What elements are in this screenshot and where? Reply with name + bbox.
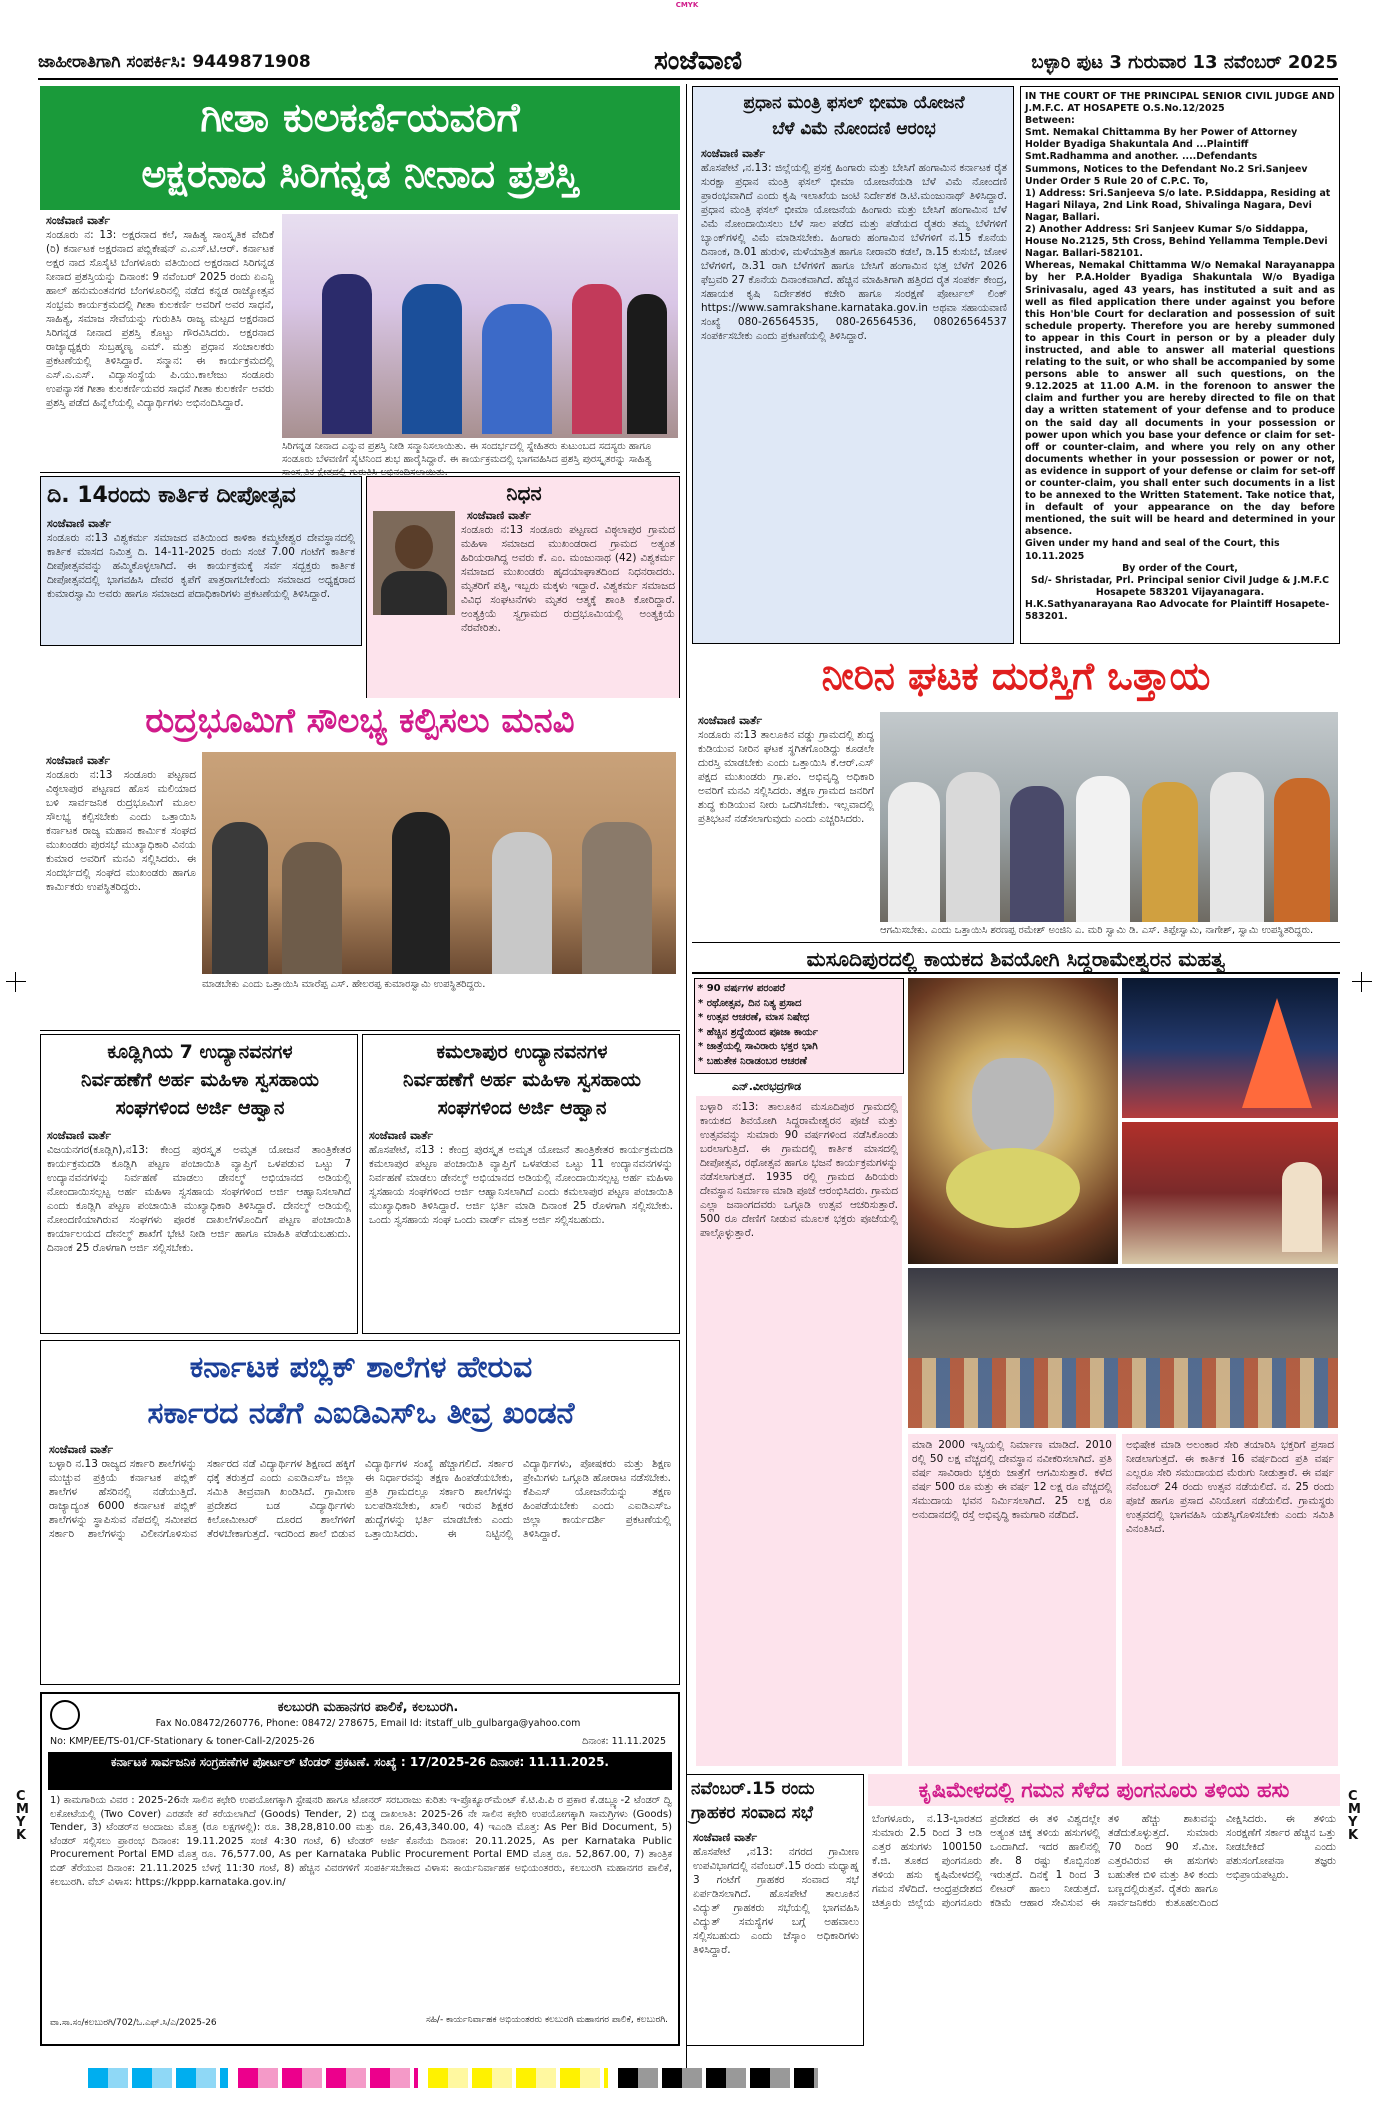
- article-deepotsava-dateline: ಸಂಜೆವಾಣಿ ವಾರ್ತೆ: [47, 517, 112, 530]
- article-kudligi-dateline: ಸಂಜೆವಾಣಿ ವಾರ್ತೆ: [47, 1129, 112, 1142]
- article-kamalapur-headline-2: ನಿರ್ವಹಣೆಗೆ ಅರ್ಹ ಮಹಿಳಾ ಸ್ವಸಹಾಯ: [403, 1069, 641, 1091]
- article-award-headline-1: ಗೀತಾ ಕುಲಕರ್ಣಿಯವರಿಗೆ: [200, 95, 520, 141]
- article-punganur-body: ಬೆಂಗಳೂರು, ನ.13-ಭಾರತದ ಸುಮಾರು 2.5 ರಿಂದ 3 ಅಡಿ ಎತ್ತರ ಹಸುಗಳು 100150 ಕೆ.ಜಿ. ತೂಕದ ಪುಂಗನೂರು ತಳಿಯ ಹಸು ಕೃಷಿಮೇಳದಲ್ಲಿ ಗಮನ ಸೆಳೆದಿದೆ. ಆಂಧ್ರಪ್ರದೇಶದ ಚಿತ್ತೂರು ಜಿಲ್ಲೆಯ ಪುಂಗನೂರು ಪ್ರದೇಶದ ಈ ತಳಿ ವಿಶ್ವದಲ್ಲೇ ಅತ್ಯಂತ ಚಿಕ್ಕ ತಳಿಯ ಹಸುಗಳಲ್ಲಿ ಒಂದಾಗಿದೆ. ಇದರ ಹಾಲಿನಲ್ಲಿ ಶೇ. 8 ರಷ್ಟು ಕೊಬ್ಬಿನಂಶ ಇರುತ್ತದೆ. ದಿನಕ್ಕೆ 1 ರಿಂದ 3 ಲೀಟರ್ ಹಾಲು ನೀಡುತ್ತದೆ. ಕಡಿಮೆ ಆಹಾರ ಸೇವಿಸುವ ಈ ತಳಿ ಹೆಚ್ಚು ಶಾಖವನ್ನು ತಡೆದುಕೊಳ್ಳುತ್ತದೆ. ಸುಮಾರು 70 ರಿಂದ 90 ಸೆ.ಮೀ. ಎತ್ತರವಿರುವ ಈ ಹಸುಗಳು ಬಹುತೇಕ ಬಿಳಿ ಮತ್ತು ತಿಳಿ ಕಂದು ಬಣ್ಣದಲ್ಲಿರುತ್ತವೆ. ರೈತರು ಹಾಗೂ ಸಾರ್ವಜನಿಕರು ಕುತೂಹಲದಿಂದ ವೀಕ್ಷಿಸಿದರು. ಈ ತಳಿಯ ಸಂರಕ್ಷಣೆಗೆ ಸರ್ಕಾರ ಹೆಚ್ಚಿನ ಒತ್ತು ನೀಡಬೇಕಿದೆ ಎಂದು ಪಶುಸಂಗೋಪನಾ ತಜ್ಞರು ಅಭಿಪ್ರಾಯಪಟ್ಟರು.: [872, 1813, 1336, 1909]
- cmyk-side-right-label: CMYK: [1348, 1789, 1361, 1843]
- reg-line: [6, 981, 26, 982]
- tender-emblem-icon: [50, 1700, 80, 1730]
- article-obituary-body: ಸಂಡೂರು ನ:13 ಸಂಡೂರು ಪಟ್ಟಣದ ವಿಠ್ಠಲಾಪುರ ಗ್ರಾಮದ ಮಹಿಳಾ ಸಮಾಜದ ಮುಖಂಡರಾದ ಗ್ರಾಮದ ಅತ್ಯಂತ ಹಿರಿಯರಾಗಿದ್ದ ಅವರು ಕೆ. ಎಂ. ಮಂಜುನಾಥ (42) ವಿಶ್ವಕರ್ಮ ಸಮಾಜದ ಮುಖಂಡರು ಹೃದಯಾಘಾತದಿಂದ ನಿಧನರಾದರು. ಮೃತರಿಗೆ ಪತ್ನಿ, ಇಬ್ಬರು ಮಕ್ಕಳು ಇದ್ದಾರೆ. ವಿಶ್ವಕರ್ಮ ಸಮಾಜದ ವಿವಿಧ ಸಂಘಟನೆಗಳು ಮೃತರ ಆತ್ಮಕ್ಕೆ ಶಾಂತಿ ಕೋರಿದ್ದಾರೆ. ಅಂತ್ಯಕ್ರಿಯೆ ಸ್ವಗ್ರಾಮದ ರುದ್ರಭೂಮಿಯಲ್ಲಿ ಅಂತ್ಯಕ್ರಿಯೆ ನೆರವೇರಿತು.: [461, 524, 675, 634]
- article-consumer-headline-2: ಗ್ರಾಹಕರ ಸಂವಾದ ಸಭೆ: [691, 1803, 813, 1823]
- court-notice-defendant: Smt.Radhamma and another. ....Defendants: [1025, 151, 1258, 163]
- reg-line: [1352, 981, 1372, 982]
- tender-contacts: Fax No.08472/260776, Phone: 08472/ 278675, Email Id: itstaff_ulb_gulbarga@yahoo.com: [155, 1718, 581, 1729]
- divider-h2: [40, 1030, 680, 1031]
- highlight-item: * ರಥೋತ್ಸವ, ದಿನ ನಿತ್ಯ ಪ್ರಸಾದ: [698, 997, 802, 1009]
- article-consumer-dateline: ಸಂಜೆವಾಣಿ ವಾರ್ತೆ: [693, 1831, 758, 1844]
- article-punganur-headline: ಕೃಷಿಮೇಳದಲ್ಲಿ ಗಮನ ಸೆಳೆದ ಪುಂಗನೂರು ತಳಿಯ ಹಸು: [868, 1774, 1340, 1806]
- court-notice-title: IN THE COURT OF THE PRINCIPAL SENIOR CIVIL JUDGE AND J.M.F.C. AT HOSAPETE O.S.No.12/2025: [1025, 91, 1335, 115]
- court-notice-address1: 1) Address: Sri.Sanjeeva S/o late. P.Siddappa, Residing at Hagari Nilaya, 2nd Link Road, Shivalinga Nagara, Devi Nagar, Ballari.: [1025, 187, 1331, 223]
- court-notice-body: Whereas, Nemakal Chittamma W/o Nemakal Narayanappa by her P.A.Holder Byadiga Shakuntala W/o Byadiga Srinivasalu, aged 43 years, has instituted a suit and as well as filed application there under against you before this Hon'ble Court for declaration and possession of suit schedule property. Therefore you are hereby summoned to appear in this Court in person or by a pleader duly instructed, and able to answer all material questions relating to the suit, or who shall be accompanied by some persons able to answer all such questions, on the 9.12.2025 at 11.00 A.M. in the forenoon to answer the claim and further you are hereby directed to file on that day a written statement of your defense and to produce on the said day all documents in your possession or power upon which you base your defence or claim for set-off or counter-claim, and where you rely on any other documents whether in your possession or power or not, as evidence in support of your defense or claim for set-off or counter-claim, you shall enter such documents in a list to be annexed to the Written Statement. Take notice that, in default of your appearance on the day before mentioned, the suit will be heard and determined in your absence.: [1025, 260, 1335, 538]
- article-deepotsava-headline: ದಿ. 14ರಂದು ಕಾರ್ತಿಕ ದೀಪೋತ್ಸವ: [47, 483, 296, 508]
- article-insurance-dateline: ಸಂಜೆವಾಣಿ ವಾರ್ತೆ: [701, 147, 766, 160]
- cmyk-top-mark: [675, 2, 699, 22]
- article-deepotsava-body: ಸಂಡೂರು ನ:13 ವಿಶ್ವಕರ್ಮ ಸಮಾಜದ ವತಿಯಿಂದ ಕಾಳಿಕಾ ಕಮ್ಮಟೇಶ್ವರ ದೇವಸ್ಥಾನದಲ್ಲಿ ಕಾರ್ತಿಕ ಮಾಸದ ನಿಮಿತ್ತ ದಿ. 14-11-2025 ರಂದು ಸಂಜೆ 7.00 ಗಂಟೆಗೆ ಕಾರ್ತಿಕ ದೀಪೋತ್ಸವವನ್ನು ಹಮ್ಮಿಕೊಳ್ಳಲಾಗಿದೆ. ಈ ಕಾರ್ಯಕ್ರಮಕ್ಕೆ ಸರ್ವ ಸದ್ಭಕ್ತರು ಕಾರ್ತಿಕ ದೀಪೋತ್ಸವದಲ್ಲಿ ಭಾಗವಹಿಸಿ ದೇವರ ಕೃಪೆಗೆ ಪಾತ್ರರಾಗಬೇಕೆಂದು ಸಮಾಜದ ಅಧ್ಯಕ್ಷರಾದ ಕುಮಾರಸ್ವಾಮಿ ಅವರು ಹಾಗೂ ಸಮಾಜದ ಪದಾಧಿಕಾರಿಗಳು ಪ್ರಕಟಣೆಯಲ್ಲಿ ತಿಳಿಸಿದ್ದಾರೆ.: [47, 532, 355, 600]
- article-kamalapur-body: ಹೊಸಪೇಟೆ, ನ13 : ಕೇಂದ್ರ ಪುರಸ್ಕೃತ ಅಮೃತ ಯೋಜನೆ ತಾಂತ್ರಿಕೇತರ ಕಾರ್ಯಕ್ರಮದಡಿ ಕಮಲಾಪುರ ಪಟ್ಟಣ ಪಂಚಾಯಿತಿ ವ್ಯಾಪ್ತಿಗೆ ಒಳಪಡುವ ಒಟ್ಟು 11 ಉದ್ಯಾನವನಗಳನ್ನು ನಿರ್ವಹಣೆ ಮಾಡಲು ಡೇನಲ್ಮ್ ಅಭಿಯಾನದ ಅಡಿಯಲ್ಲಿ ನೋಂದಾಯಿಸಲ್ಪಟ್ಟ ಅರ್ಹ ಮಹಿಳಾ ಸ್ವಸಹಾಯ ಸಂಘಗಳಿಂದ ಅರ್ಜಿ ಆಹ್ವಾನಿಸಲಾಗಿದೆ ಎಂದು ಕಮಲಾಪುರ ಪಟ್ಟಣ ಪಂಚಾಯಿತಿ ಮುಖ್ಯಾಧಿಕಾರಿ ತಿಳಿಸಿದ್ದಾರೆ. ಅರ್ಜಿ ಭರ್ತಿ ಮಾಡಿ ದಿನಾಂಕ 25 ರೊಳಗಾಗಿ ಸಲ್ಲಿಸಬೇಕು. ಒಂದು ಸ್ವಸಹಾಯ ಸಂಘ ಒಂದು ವಾರ್ಡ್ ಮಾತ್ರ ಅರ್ಜಿ ಸಲ್ಲಿಸಬಹುದು.: [369, 1144, 673, 1226]
- article-kps-schools: [40, 1340, 680, 1685]
- article-obituary-dateline: ಸಂಜೆವಾಣಿ ವಾರ್ತೆ: [467, 509, 532, 522]
- portrait-head: [395, 525, 433, 569]
- garland: [946, 1148, 1080, 1228]
- person-standing-5: [582, 822, 652, 974]
- person-standing-3: [392, 812, 450, 974]
- article-insurance-headline-1: ಪ್ರಧಾನ ಮಂತ್ರಿ ಫಸಲ್ ಭೀಮಾ ಯೋಜನೆ: [743, 93, 965, 113]
- article-obituary-photo: [373, 511, 455, 615]
- article-consumer-meet: [686, 1774, 864, 2046]
- person-standing-2: [282, 842, 342, 974]
- highlight-item: * ಜಾತ್ರೆಯಲ್ಲಿ ಸಾವಿರಾರು ಭಕ್ತರ ಭಾಗಿ: [698, 1041, 818, 1052]
- group-person-6: [1210, 772, 1264, 922]
- group-person-2: [946, 772, 1000, 922]
- magenta-bar: [238, 2068, 418, 2088]
- masthead: [38, 48, 1338, 80]
- highlight-item: * ಉತ್ಸವ ಆಚರಣೆ, ಮಾಸ ನಿಷೇಧ: [698, 1012, 810, 1023]
- idol-face: [972, 1058, 1054, 1154]
- article-kps-headline-2: ಸರ್ಕಾರದ ನಡೆಗೆ ಎಐಡಿಎಸ್‌ಒ ತೀವ್ರ ಖಂಡನೆ: [147, 1396, 575, 1431]
- article-crop-insurance: [692, 86, 1014, 644]
- person-figure-1: [322, 274, 372, 434]
- court-notice-sign: Sd/- Shristadar, Prl. Principal senior Civil Judge & J.M.F.C Hosapete 583201 Vijayanagara.: [1030, 574, 1330, 598]
- reg-line: [1361, 972, 1362, 992]
- article-kudligi-headline-3: ಸಂಘಗಳಿಂದ ಅರ್ಜಿ ಆಹ್ವಾನ: [115, 1097, 285, 1119]
- cmyk-top-label: CMYK: [675, 1, 699, 9]
- cmyk-side-mark-right: [1348, 1790, 1362, 1842]
- article-kudligi-body: ವಿಜಯನಗರ(ಕೂಡ್ಲಿಗಿ),ನ13: ಕೇಂದ್ರ ಪುರಸ್ಕೃತ ಅಮೃತ ಯೋಜನೆ ತಾಂತ್ರಿಕೇತರ ಕಾರ್ಯಕ್ರಮದಡಿ ಕೂಡ್ಲಿಗಿ ಪಟ್ಟಣ ಪಂಚಾಯಿತಿ ವ್ಯಾಪ್ತಿಗೆ ಒಳಪಡುವ ಒಟ್ಟು 7 ಉದ್ಯಾನವನಗಳನ್ನು ನಿರ್ವಹಣೆ ಮಾಡಲು ಡೇನಲ್ಮ್ ಅಭಿಯಾನದ ಅಡಿಯಲ್ಲಿ ನೋಂದಾಯಿಸಲ್ಪಟ್ಟ ಅರ್ಹ ಮಹಿಳಾ ಸ್ವಸಹಾಯ ಸಂಘಗಳಿಂದ ಅರ್ಜಿ ಆಹ್ವಾನಿಸಲಾಗಿದೆ ಎಂದು ಕೂಡ್ಲಿಗಿ ಪಟ್ಟಣ ಪಂಚಾಯಿತಿ ಮುಖ್ಯಾಧಿಕಾರಿ ತಿಳಿಸಿದ್ದಾರೆ. ದೇನಲ್ಮ್ ಅಡಿಯಲ್ಲಿ ನೋಂದಣಿಯಾಗಿರುವ ಸಂಘಗಳು ಪೂರಕ ದಾಖಲೆಗಳೊಂದಿಗೆ ಪಟ್ಟಣ ಪಂಚಾಯಿತಿ ಕಾರ್ಯಾಲಯದ ದೇನಲ್ಮ್ ಶಾಖೆಗೆ ಭೇಟಿ ನೀಡಿ ಅರ್ಜಿ ಹಾಗೂ ಮಾಹಿತಿ ಪಡೆಯಬಹುದು. ದಿನಾಂಕ 25 ರೊಳಗಾಗಿ ಅರ್ಜಿ ಸಲ್ಲಿಸಬೇಕು.: [47, 1144, 351, 1254]
- article-water-photo: [880, 712, 1338, 922]
- article-insurance-headline-2: ಬೆಳೆ ವಿಮೆ ನೋಂದಣಿ ಆರಂಭ: [772, 119, 936, 139]
- article-water-caption: ಆಗಮಿಸಬೇಕು. ಎಂದು ಒತ್ತಾಯಿಸಿ ಶರಣಪ್ಪ ರಮೇಶ್ ಅಂಜಿನಿ ಎ. ಮರಿ ಸ್ವಾಮಿ ಡಿ. ಎಸ್. ತಿಪ್ಪೇಸ್ವಾಮಿ, ನಾಗೇಶ್, ಸ್ವಾಮಿ ಉಪಸ್ಥಿತರಿದ್ದರು.: [880, 925, 1314, 936]
- article-kps-headline-1: ಕರ್ನಾಟಕ ಪಬ್ಲಿಕ್ ಶಾಲೆಗಳ ಹೇರುವ: [189, 1350, 533, 1385]
- article-kps-body: ಬಳ್ಳಾರಿ ನ.13 ರಾಜ್ಯದ ಸರ್ಕಾರಿ ಶಾಲೆಗಳನ್ನು ಮುಚ್ಚುವ ಪ್ರಕ್ರಿಯೆ ಕರ್ನಾಟಕ ಪಬ್ಲಿಕ್ ಶಾಲೆಗಳ ಹೆಸರಿನಲ್ಲಿ ನಡೆಯುತ್ತಿದೆ. ರಾಜ್ಯಾದ್ಯಂತ 6000 ಕರ್ನಾಟಕ ಪಬ್ಲಿಕ್ ಶಾಲೆಗಳನ್ನು ಸ್ಥಾಪಿಸುವ ನೆಪದಲ್ಲಿ ಸಮೀಪದ ಸರ್ಕಾರಿ ಶಾಲೆಗಳನ್ನು ವಿಲೀನಗೊಳಿಸುವ ಸರ್ಕಾರದ ನಡೆ ವಿದ್ಯಾರ್ಥಿಗಳ ಶಿಕ್ಷಣದ ಹಕ್ಕಿಗೆ ಧಕ್ಕೆ ತರುತ್ತದೆ ಎಂದು ಎಐಡಿಎಸ್‌ಒ ಜಿಲ್ಲಾ ಸಮಿತಿ ತೀವ್ರವಾಗಿ ಖಂಡಿಸಿದೆ. ಗ್ರಾಮೀಣ ಪ್ರದೇಶದ ಬಡ ವಿದ್ಯಾರ್ಥಿಗಳು ಕಿಲೋಮೀಟರ್ ದೂರದ ಶಾಲೆಗಳಿಗೆ ತೆರಳಬೇಕಾಗುತ್ತದೆ. ಇದರಿಂದ ಶಾಲೆ ಬಿಡುವ ವಿದ್ಯಾರ್ಥಿಗಳ ಸಂಖ್ಯೆ ಹೆಚ್ಚಾಗಲಿದೆ. ಸರ್ಕಾರ ಈ ನಿರ್ಧಾರವನ್ನು ತಕ್ಷಣ ಹಿಂಪಡೆಯಬೇಕು, ಪ್ರತಿ ಗ್ರಾಮದಲ್ಲೂ ಸರ್ಕಾರಿ ಶಾಲೆಗಳನ್ನು ಬಲಪಡಿಸಬೇಕು, ಖಾಲಿ ಇರುವ ಶಿಕ್ಷಕರ ಹುದ್ದೆಗಳನ್ನು ಭರ್ತಿ ಮಾಡಬೇಕು ಎಂದು ಒತ್ತಾಯಿಸಿದರು. ಈ ನಿಟ್ಟಿನಲ್ಲಿ ವಿದ್ಯಾರ್ಥಿಗಳು, ಪೋಷಕರು ಮತ್ತು ಶಿಕ್ಷಣ ಪ್ರೇಮಿಗಳು ಒಗ್ಗೂಡಿ ಹೋರಾಟ ನಡೆಸಬೇಕು. ಕೆಪಿಎಸ್ ಯೋಜನೆಯನ್ನು ತಕ್ಷಣ ಹಿಂಪಡೆಯಬೇಕು ಎಂದು ಎಐಡಿಎಸ್‌ಒ ಜಿಲ್ಲಾ ಕಾರ್ಯದರ್ಶಿ ಪ್ರಕಟಣೆಯಲ್ಲಿ ತಿಳಿಸಿದ್ದಾರೆ.: [49, 1458, 671, 1540]
- article-crematorium-photo: [202, 752, 676, 974]
- crowd-row: [908, 1358, 1338, 1428]
- cmyk-side-left-label: CMYK: [16, 1789, 29, 1843]
- person-figure-3: [482, 304, 552, 434]
- article-kamalapur-parks: [362, 1034, 680, 1334]
- stage-speaker: [1282, 1162, 1322, 1252]
- article-masoodipura-dateline: ಎನ್.ವೀರಭದ್ರಗೌಡ: [732, 1080, 802, 1093]
- color-bars-bottom: [88, 2068, 1288, 2088]
- divider-h3: [692, 942, 1340, 943]
- court-notice-summons: Summons, Notices to the Defendant No.2 Sri.Sanjeev Under Order 5 Rule 20 of C.P.C. To,: [1025, 163, 1308, 187]
- article-water-unit: [692, 650, 1340, 940]
- tender-notice-title: ಕರ್ನಾಟಕ ಸಾರ್ವಜನಿಕ ಸಂಗ್ರಹಣೆಗಳ ಪೋರ್ಟಲ್ ಟೆಂಡರ್ ಪ್ರಕಟಣೆ. ಸಂಖ್ಯೆ : 17/2025-26 ದಿನಾಂಕ: 11.11.2025.: [48, 1752, 672, 1790]
- group-person-7: [1274, 778, 1330, 922]
- article-insurance-body: ಹೊಸಪೇಟೆ ,ನ.13: ಜಿಲ್ಲೆಯಲ್ಲಿ ಪ್ರಸಕ್ತ ಹಿಂಗಾರು ಮತ್ತು ಬೇಸಿಗೆ ಹಂಗಾಮಿನ ಕರ್ನಾಟಕ ರೈತ ಸುರಕ್ಷಾ ಪ್ರಧಾನ ಮಂತ್ರಿ ಫಸಲ್ ಭೀಮಾ ಯೋಜನೆಯಡಿ ಬೆಳೆ ವಿಮೆ ನೋಂದಣಿ ಪ್ರಾರಂಭವಾಗಿದೆ ಎಂದು ಕೃಷಿ ಇಲಾಖೆಯ ಜಂಟಿ ನಿರ್ದೇಶಕ ಡಿ.ಟಿ.ಮಂಜುನಾಥ್ ತಿಳಿಸಿದ್ದಾರೆ. ಪ್ರಧಾನ ಮಂತ್ರಿ ಫಸಲ್ ಭೀಮಾ ಯೋಜನೆಯ ಹಿಂಗಾರು ಮತ್ತು ಬೇಸಿಗೆ ಹಂಗಾಮಿನ ಬೆಳೆ ವಿಮೆ ನೋಂದಾಯಿಸಲು ಬೆಳೆ ಸಾಲ ಪಡೆದ ಮತ್ತು ಪಡೆಯದ ರೈತರು ತಮ್ಮ ಬೆಳೆಗಳಿಗೆ ಬ್ಯಾಂಕ್‌ಗಳಲ್ಲಿ ವಿಮೆ ಮಾಡಿಸಬೇಕು. ಹಿಂಗಾರು ಹಂಗಾಮಿನ ಬೆಳೆಗಳಿಗೆ ನ.15 ಕೊನೆಯ ದಿನಾಂಕ, ಡಿ.01 ಹುರುಳಿ, ಮಳೆಯಾಶ್ರಿತ ಹಾಗೂ ನೀರಾವರಿ ಕಡಲೆ, ಡಿ.15 ಕುಸುಬೆ, ಜೋಳ ಬೆಳೆಗಳಿಗೆ, ಡಿ.31 ರಾಗಿ ಬೆಳೆಗಳಿಗೆ ಹಾಗೂ ಬೇಸಿಗೆ ಹಂಗಾಮಿನ ಭತ್ತ ಬೆಳೆಗೆ 2026 ಫೆಬ್ರವರಿ 27 ಕೊನೆಯ ದಿನಾಂಕವಾಗಿದೆ. ಹೆಚ್ಚಿನ ಮಾಹಿತಿಗಾಗಿ ಹತ್ತಿರದ ರೈತ ಸಂಪರ್ಕ ಕೇಂದ್ರ, ಸಹಾಯಕ ಕೃಷಿ ನಿರ್ದೇಶಕರ ಕಚೇರಿ ಹಾಗೂ ಸಂರಕ್ಷಣೆ ಪೋರ್ಟಲ್ ಲಿಂಕ್ https://www.samrakshane.karnataka.gov.in ಅಥವಾ ಸಹಾಯವಾಣಿ ಸಂಖ್ಯೆ 080-26564535, 080-26564536, 08026564537 ಸಂಪರ್ಕಿಸಬೇಕು ಎಂದು ಪ್ರಕಟಣೆಯಲ್ಲಿ ತಿಳಿಸಿದ್ದಾರೆ.: [701, 162, 1007, 342]
- article-punganur-cow: [868, 1774, 1340, 2046]
- person-figure-5: [627, 294, 667, 434]
- article-obituary-headline: ನಿಧನ: [506, 481, 542, 505]
- group-person-1: [888, 782, 940, 922]
- article-water-headline: ನೀರಿನ ಘಟಕ ದುರಸ್ತಿಗೆ ಒತ್ತಾಯ: [821, 654, 1211, 698]
- temple-lights: [1242, 998, 1312, 1108]
- article-masoodipura-caption-col3: ಅಭಿಷೇಕ ಮಾಡಿ ಅಲಂಕಾರ ಸೇರಿ ತಯಾರಿಸಿ ಭಕ್ತರಿಗೆ ಪ್ರಸಾದ ನೀಡಲಾಗುತ್ತದೆ. ಈ ಕಾರ್ತಿಕ 16 ವರ್ಷದಿಂದ ಪ್ರತಿ ವರ್ಷ ಎಲ್ಲರೂ ಸೇರಿ ಸಮುದಾಯದ ಮೆರುಗು ನೀಡುತ್ತಾರೆ. ಈ ವರ್ಷ ನವೆಂಬರ್ 24 ರಂದು ಉತ್ಸವ ನಡೆಯಲಿದೆ. ನ. 25 ರಂದು ಪೂಜೆ ಹಾಗೂ ಪ್ರಸಾದ ವಿನಿಯೋಗ ನಡೆಯಲಿದೆ. ಗ್ರಾಮಸ್ಥರು ಉತ್ಸವದಲ್ಲಿ ಭಾಗವಹಿಸಿ ಯಶಸ್ವಿಗೊಳಿಸಬೇಕು ಎಂದು ಸಮಿತಿ ವಿನಂತಿಸಿದೆ.: [1122, 1434, 1338, 1766]
- person-standing-4: [492, 832, 552, 974]
- article-kudligi-parks: [40, 1034, 358, 1334]
- reg-line: [15, 972, 16, 992]
- article-kamalapur-headline-1: ಕಮಲಾಪುರ ಉದ್ಯಾನವನಗಳ: [436, 1041, 608, 1063]
- article-kudligi-headline-1: ಕೂಡ್ಲಿಗಿಯ 7 ಉದ್ಯಾನವನಗಳ: [107, 1041, 293, 1063]
- court-notice: [1020, 86, 1340, 644]
- article-masoodipura: [692, 944, 1340, 1770]
- article-water-body: ಸಂಡೂರು ನ:13 ತಾಲೂಕಿನ ವಡ್ಡು ಗ್ರಾಮದಲ್ಲಿ ಶುದ್ಧ ಕುಡಿಯುವ ನೀರಿನ ಘಟಕ ಸ್ಥಗಿತಗೊಂಡಿದ್ದು ಕೂಡಲೇ ದುರಸ್ತಿ ಮಾಡಬೇಕು ಎಂದು ಒತ್ತಾಯಿಸಿ ಕೆ.ಆರ್.ಎಸ್ ಪಕ್ಷದ ಮುಖಂಡರು ಗ್ರಾ.ಪಂ. ಅಭಿವೃದ್ಧಿ ಅಧಿಕಾರಿ ಅವರಿಗೆ ಮನವಿ ಸಲ್ಲಿಸಿದರು. ತಕ್ಷಣ ಗ್ರಾಮದ ಜನರಿಗೆ ಶುದ್ಧ ಕುಡಿಯುವ ನೀರು ಒದಗಿಸಬೇಕು. ಇಲ್ಲವಾದಲ್ಲಿ ಪ್ರತಿಭಟನೆ ನಡೆಸಲಾಗುವುದು ಎಂದು ಎಚ್ಚರಿಸಿದರು.: [698, 729, 874, 825]
- article-kamalapur-headline-3: ಸಂಘಗಳಿಂದ ಅರ್ಜಿ ಆಹ್ವಾನ: [437, 1097, 607, 1119]
- article-water-dateline: ಸಂಜೆವಾಣಿ ವಾರ್ತೆ: [698, 714, 763, 727]
- article-crematorium-headline: ರುದ್ರಭೂಮಿಗೆ ಸೌಲಭ್ಯ ಕಲ್ಪಿಸಲು ಮನವಿ: [40, 698, 680, 744]
- highlight-item: * ಹೆಚ್ಚಿನ ಶ್ರದ್ಧೆಯಿಂದ ಪೂಜಾ ಕಾರ್ಯ: [698, 1026, 818, 1038]
- tender-footer-ref: ವಾ.ಸಾ.ಸಂ/ಕಲಬುರಗಿ/702/ಓ.ಎಫ್.ಸಿ/ಎ/2025-26: [50, 2018, 217, 2028]
- tender-office-title: ಕಲಬುರಗಿ ಮಹಾನಗರ ಪಾಲಿಕೆ, ಕಲಬುರಗಿ.: [277, 1700, 459, 1715]
- article-masoodipura-crowd-photo: [908, 1268, 1338, 1428]
- article-crematorium-dateline: ಸಂಜೆವಾಣಿ ವಾರ್ತೆ: [46, 754, 111, 767]
- article-award-photo: [282, 214, 678, 438]
- yellow-bar: [428, 2068, 608, 2088]
- registration-mark-left: [6, 972, 26, 992]
- tender-ref-no: No: KMP/EE/TS-01/CF-Stationary & toner-Call-2/2025-26: [50, 1736, 315, 1747]
- tender-notice: [40, 1692, 680, 2046]
- article-masoodipura-headline: ಮಸೂದಿಪುರದಲ್ಲಿ ಕಾಯಕದ ಶಿವಯೋಗಿ ಸಿದ್ದರಾಮೇಶ್ವರನ ಮಹತ್ವ: [692, 944, 1340, 974]
- article-crematorium-body: ಸಂಡೂರು ನ:13 ಸಂಡೂರು ಪಟ್ಟಣದ ವಿಠ್ಠಲಾಪುರ ಪಟ್ಟಣದ ಹೊಸ ಮಲಿಯಾದ ಬಳಿ ಸಾರ್ವಜನಿಕ ರುದ್ರಭೂಮಿಗೆ ಮೂಲ ಸೌಲಭ್ಯ ಕಲ್ಪಿಸಬೇಕು ಎಂದು ಒತ್ತಾಯಿಸಿ ಕರ್ನಾಟಕ ರಾಜ್ಯ ಮಹಾನ ಕಾರ್ಮಿಕ ಸಂಘದ ಮುಖಂಡರು ಪುರಸಭೆ ಮುಖ್ಯಾಧಿಕಾರಿ ವಿನಯ ಕುಮಾರ ಅವರಿಗೆ ಮನವಿ ಸಲ್ಲಿಸಿದರು. ಈ ಸಂದರ್ಭದಲ್ಲಿ ಸಂಘದ ಮುಖಂಡರು ಹಾಗೂ ಕಾರ್ಮಿಕರು ಉಪಸ್ಥಿತರಿದ್ದರು.: [46, 769, 196, 893]
- court-notice-advocate: H.K.Sathyanarayana Rao Advocate for Plaintiff Hosapete-583201.: [1025, 598, 1330, 623]
- article-masoodipura-body-col2: ಮಾಡಿ 2000 ಇಸ್ವಿಯಲ್ಲಿ ನಿರ್ಮಾಣ ಮಾಡಿದೆ. 2010 ರಲ್ಲಿ 50 ಲಕ್ಷ ವೆಚ್ಚದಲ್ಲಿ ದೇವಸ್ಥಾನ ನವೀಕರಿಸಲಾಗಿದೆ. ಪ್ರತಿ ವರ್ಷ ಸಾವಿರಾರು ಭಕ್ತರು ಜಾತ್ರೆಗೆ ಆಗಮಿಸುತ್ತಾರೆ. ಕಳೆದ ವರ್ಷ 500 ರೂ ಮತ್ತು ಈ ವರ್ಷ 12 ಲಕ್ಷ ರೂ ವೆಚ್ಚದಲ್ಲಿ ಸಮುದಾಯ ಭವನ ನಿರ್ಮಿಸಲಾಗಿದೆ. 25 ಲಕ್ಷ ರೂ ಅನುದಾನದಲ್ಲಿ ರಸ್ತೆ ಅಭಿವೃದ್ಧಿ ಕಾಮಗಾರಿ ನಡೆದಿದೆ.: [908, 1434, 1116, 1766]
- cyan-bar: [88, 2068, 228, 2088]
- article-award-headline-2: ಅಕ್ಷರನಾದ ಸಿರಿಗನ್ನಡ ನೀನಾದ ಪ್ರಶಸ್ತಿ: [141, 152, 579, 196]
- court-notice-given: Given under my hand and seal of the Court, this 10.11.2025: [1025, 538, 1280, 562]
- article-obituary: [366, 476, 680, 736]
- black-bar: [618, 2068, 818, 2088]
- article-award-caption: ಸಿರಿಗನ್ನಡ ನೀನಾದ ಎನ್ನುವ ಪ್ರಶಸ್ತಿ ನೀಡಿ ಸನ್ಮಾನಿಸಲಾಯಿತು. ಈ ಸಂದರ್ಭದಲ್ಲಿ ಸ್ನೇಹಿತರು ಕುಟುಂಬದ ಸದಸ್ಯರು ಹಾಗೂ ಸಂಡೂರು ಬೆಳವಣಿಗೆ ಸೈಟಿನಿಂದ ಶುಭ ಹಾರೈಸಿದ್ದಾರೆ. ಈ ಕಾರ್ಯಕ್ರಮದಲ್ಲಿ ಭಾಗವಹಿಸಿದ ಪ್ರಶಸ್ತಿ ಪುರಸ್ಕೃತರನ್ನು ಸಾಹಿತ್ಯ: [282, 441, 652, 465]
- tender-signatory: ಸಹಿ/- ಕಾರ್ಯನಿರ್ವಾಹಕ ಅಭಿಯಂತರರು ಕಲಬುರಗಿ ಮಹಾನಗರ ಪಾಲಿಕೆ, ಕಲಬುರಗಿ.: [425, 2015, 669, 2025]
- person-figure-2: [402, 284, 462, 434]
- article-award-banner: [40, 86, 680, 210]
- paper-name: ಸಂಜೆವಾಣಿ: [653, 46, 743, 76]
- court-notice-address2: 2) Another Address: Sri Sanjeev Kumar S/o Siddappa, House No.2125, 5th Cross, Behind Yellamma Temple.Devi Nagar. Ballari-582101.: [1025, 224, 1328, 260]
- date-line: ಬಳ್ಳಾರಿ ಪುಟ 3 ಗುರುವಾರ 13 ನವೆಂಬರ್ 2025: [1031, 52, 1338, 73]
- article-kps-dateline: ಸಂಜೆವಾಣಿ ವಾರ್ತೆ: [49, 1443, 114, 1456]
- group-person-3: [1010, 786, 1064, 922]
- article-crematorium-caption: ಮಾಡಬೇಕು ಎಂದು ಒತ್ತಾಯಿಸಿ ಮಾರೆಪ್ಪ ಎಸ್. ಹೇಲರಪ್ಪ ಕುಮಾರಸ್ವಾಮಿ ಉಪಸ್ಥಿತರಿದ್ದರು.: [202, 979, 486, 990]
- article-kudligi-headline-2: ನಿರ್ವಹಣೆಗೆ ಅರ್ಹ ಮಹಿಳಾ ಸ್ವಸಹಾಯ: [81, 1069, 319, 1091]
- tender-body: 1) ಕಾಮಗಾರಿಯ ವಿವರ : 2025-26ನೇ ಸಾಲಿನ ಕಛೇರಿ ಉಪಯೋಗಕ್ಕಾಗಿ ಸ್ಟೇಷನರಿ ಹಾಗೂ ಟೋನರ್ ಸರಬರಾಜು ಕುರಿತು ಇ-ಪ್ರೊಕ್ಯೂರ್‌ಮೆಂಟ್ ಕೆ.ಟಿ.ಪಿ.ಪಿ ರ ಪ್ರಕಾರ ಕೆ.ಡಬ್ಲ್ಯೂ-2 ಟೆಂಡರ್‌ ದ್ವಿ ಲಕೋಟೆಯಲ್ಲಿ (Two Cover) ಎರಡನೇ ಕರೆ ಕರೆಯಲಾಗಿದೆ (Goods) Tender, 2) ಬಿಡ್ಡ ದಾಖಲಾತಿ: 2025-26 ನೇ ಸಾಲಿನ ಕಛೇರಿ ಉಪಯೋಗಕ್ಕಾಗಿ ಸಾಮಗ್ರಿಗಳು (Goods) Tender, 3) ಟೆಂಡರ್‌ನ ಅಂದಾಜು ಮೊತ್ತ (ರೂ ಲಕ್ಷಗಳಲ್ಲಿ): ರೂ. 38,28,810.00 ಮತ್ತು ರೂ. 26,43,340.00, 4) ಇಎಂಡಿ ಮೊತ್ತ: As Per Bid Document, 5) ಟೆಂಡರ್ ಸಲ್ಲಿಸಲು ಪ್ರಾರಂಭ ದಿನಾಂಕ: 19.11.2025 ಸಂಜೆ 4:30 ಗಂಟೆ, 6) ಟೆಂಡರ್ ಅರ್ಜಿ ಕೊನೆಯ ದಿನಾಂಕ: 20.11.2025, As per Karnataka Public Procurement Portal EMD ಮೊತ್ತ ರೂ. 76,577.00, As per Karnataka Public Procurement Portal EMD ಮೊತ್ತ ರೂ. 52,867.00, 7) ತಾಂತ್ರಿಕ ಬಿಡ್ ತೆರೆಯುವ ದಿನಾಂಕ: 21.11.2025 ಬೆಳಗ್ಗೆ 11:30 ಗಂಟೆ, 8) ಹೆಚ್ಚಿನ ವಿವರಗಳಿಗೆ ಸಂಪರ್ಕಿಸಬೇಕಾದ ವಿಳಾಸ: ಕಾರ್ಯನಿರ್ವಾಹಕ ಅಭಿಯಂತರರು, ಕಲಬುರಗಿ ಮಹಾನಗರ ಪಾಲಿಕೆ, ಕಲಬುರಗಿ. ವೆಬ್ ವಿಳಾಸ: https://kppp.karnataka.gov.in/: [50, 1795, 672, 1888]
- person-standing-1: [212, 822, 268, 974]
- court-notice-plaintiff: Smt. Nemakal Chittamma By her Power of Attorney Holder Byadiga Shakuntala And ...Plaintiff: [1025, 127, 1298, 151]
- article-deepotsava: [40, 476, 362, 646]
- tender-ref-date: ದಿನಾಂಕ: 11.11.2025: [582, 1736, 666, 1747]
- court-notice-between: Between:: [1025, 115, 1075, 127]
- cmyk-side-mark-left: [16, 1790, 30, 1842]
- court-notice-by-order: By order of the Court,: [1122, 562, 1238, 574]
- highlight-item: * ಬಹುತೇಕ ನಿರಾಡಂಬರ ಆಚರಣೆ: [698, 1055, 807, 1067]
- article-masoodipura-stage-photo: [1122, 1122, 1338, 1264]
- article-masoodipura-body-col1: ಬಳ್ಳಾರಿ ನ:13: ತಾಲೂಕಿನ ಮಸೂದಿಪುರ ಗ್ರಾಮದಲ್ಲಿ ಕಾಯಕದ ಶಿವಯೋಗಿ ಸಿದ್ದರಾಮೇಶ್ವರನ ಪೂಜೆ ಮತ್ತು ಉತ್ಸವವನ್ನು ಸುಮಾರು 90 ವರ್ಷಗಳಿಂದ ನಡೆಸಿಕೊಂಡು ಬರಲಾಗುತ್ತಿದೆ. ಈ ಗ್ರಾಮದಲ್ಲಿ ಕಾರ್ತಿಕ ಮಾಸದಲ್ಲಿ ದೀಪೋತ್ಸವ, ರಥೋತ್ಸವ ಹಾಗೂ ಭಜನೆ ಕಾರ್ಯಕ್ರಮಗಳನ್ನು ನಡೆಸಲಾಗುತ್ತದೆ. 1935 ರಲ್ಲಿ ಗ್ರಾಮದ ಹಿರಿಯರು ದೇವಸ್ಥಾನ ನಿರ್ಮಾಣ ಮಾಡಿ ಪೂಜೆ ಆರಂಭಿಸಿದರು. ಗ್ರಾಮದ ಎಲ್ಲಾ ಜನಾಂಗದವರು ಒಗ್ಗೂಡಿ ಉತ್ಸವ ಆಚರಿಸುತ್ತಾರೆ. 500 ರೂ ದೇಣಿಗೆ ನೀಡುವ ಮೂಲಕ ಭಕ್ತರು ಪೂಜೆಯಲ್ಲಿ ಪಾಲ್ಗೊಳ್ಳುತ್ತಾರೆ.: [696, 1096, 902, 1766]
- article-consumer-headline-1: ನವೆಂಬರ್.15 ರಂದು: [691, 1779, 815, 1799]
- portrait-body: [381, 571, 447, 615]
- article-kamalapur-dateline: ಸಂಜೆವಾಣಿ ವಾರ್ತೆ: [369, 1129, 434, 1142]
- article-award-dateline: ಸಂಜೆವಾಣಿ ವಾರ್ತೆ: [46, 214, 111, 227]
- article-award-body: ಸಂಡೂರು ನ: 13: ಅಕ್ಷರನಾದ ಕಲೆ, ಸಾಹಿತ್ಯ ಸಾಂಸ್ಕೃತಿಕ ವೇದಿಕೆ (ರಿ) ಕರ್ನಾಟಕ ಅಕ್ಷರನಾದ ಪಬ್ಲಿಕೇಷನ್ ಎ.ಎಸ್.ಟಿ.ಆರ್. ಕರ್ನಾಟಕ ಅಕ್ಷರ ನಾದ ಸೊಸೈಟಿ ಬೆಂಗಳೂರು ವತಿಯಿಂದ ಅಕ್ಷರನಾದ ಸಿರಿಗನ್ನಡ ನೀನಾದ ಪ್ರಶಸ್ತಿಯನ್ನು ದಿನಾಂಕ: 9 ನವೆಂಬರ್ 2025 ರಂದು ಏಎನ್ಜಿ ಹಾಲ್ ಹನುಮಂತನಗರ ಬೆಂಗಳೂರಿನಲ್ಲಿ ನಡೆದ ಕನ್ನಡ ರಾಜ್ಯೋತ್ಸವ ಸಂಭ್ರಮ ಕಾರ್ಯಕ್ರಮದಲ್ಲಿ ಗೀತಾ ಕುಲಕರ್ಣಿ ಅವರಿಗೆ ಅವರ ಸಾಧನೆ, ಸಾಹಿತ್ಯ, ಸಮಾಜ ಸೇವೆಯನ್ನು ಗುರುತಿಸಿ ರಾಜ್ಯ ಮಟ್ಟದ ಅಕ್ಷರನಾದ ಸಿರಿಗನ್ನಡ ನೀನಾದ ಪ್ರಶಸ್ತಿ ಕೊಟ್ಟು ಗೌರವಿಸಿದರು. ಅಕ್ಷರನಾದ ರಾಜ್ಯಾಧ್ಯಕ್ಷರು ಸುಬ್ರಹ್ಮಣ್ಯ ಎಮ್. ಮತ್ತು ಪ್ರಧಾನ ಸಂಚಾಲಕರು ಪ್ರಕಟಣೆಯಲ್ಲಿ ತಿಳಿಸಿದ್ದಾರೆ. ಸನ್ಮಾನ: ಈ ಕಾರ್ಯಕ್ರಮದಲ್ಲಿ ಎಸ್.ಎ.ಎಸ್. ವಿದ್ಯಾಸಂಸ್ಥೆಯ ಪಿ.ಯು.ಕಾಲೇಜು ಸಂಡೂರು ಉಪನ್ಯಾಸಕ ಗೀತಾ ಕುಲಕರ್ಣಿಯವರ ಸಾಧನೆ ಗೀತಾ ಕುಲಕರ್ಣಿ ಅವರು ಪ್ರಶಸ್ತಿ ಪಡೆದ ಹಿನ್ನೆಲೆಯಲ್ಲಿ ವಿದ್ಯಾರ್ಥಿಗಳು ಅಭಿನಂದಿಸಿದ್ದಾರೆ.: [46, 229, 274, 409]
- article-masoodipura-temple-photo: [1122, 978, 1338, 1118]
- group-person-5: [1142, 782, 1198, 922]
- highlight-item: * 90 ವರ್ಷಗಳ ಪರಂಪರೆ: [698, 983, 786, 994]
- registration-mark-right: [1352, 972, 1372, 992]
- article-masoodipura-highlights: [694, 978, 904, 1074]
- ad-contact: ಜಾಹೀರಾತಿಗಾಗಿ ಸಂಪರ್ಕಿಸಿ: 9449871908: [38, 52, 311, 72]
- article-masoodipura-idol-photo: [908, 978, 1118, 1264]
- divider-h1: [40, 472, 680, 473]
- person-figure-4: [572, 284, 622, 434]
- article-consumer-body: ಹೊಸಪೇಟೆ ,ನ13: ನಗರದ ಗ್ರಾಮೀಣ ಉಪವಿಭಾಗದಲ್ಲಿ ನವೆಂಬರ್.15 ರಂದು ಮಧ್ಯಾಹ್ನ 3 ಗಂಟೆಗೆ ಗ್ರಾಹಕರ ಸಂವಾದ ಸಭೆ ಏರ್ಪಡಿಸಲಾಗಿದೆ. ಹೊಸಪೇಟೆ ತಾಲೂಕಿನ ವಿದ್ಯುತ್ ಗ್ರಾಹಕರು ಸಭೆಯಲ್ಲಿ ಭಾಗವಹಿಸಿ ವಿದ್ಯುತ್ ಸಮಸ್ಯೆಗಳ ಬಗ್ಗೆ ಅಹವಾಲು ಸಲ್ಲಿಸಬಹುದು ಎಂದು ಜೆಸ್ಕಾಂ ಅಧಿಕಾರಿಗಳು ತಿಳಿಸಿದ್ದಾರೆ.: [693, 1846, 859, 1956]
- article-crematorium: [40, 698, 680, 1018]
- group-person-4: [1076, 776, 1130, 922]
